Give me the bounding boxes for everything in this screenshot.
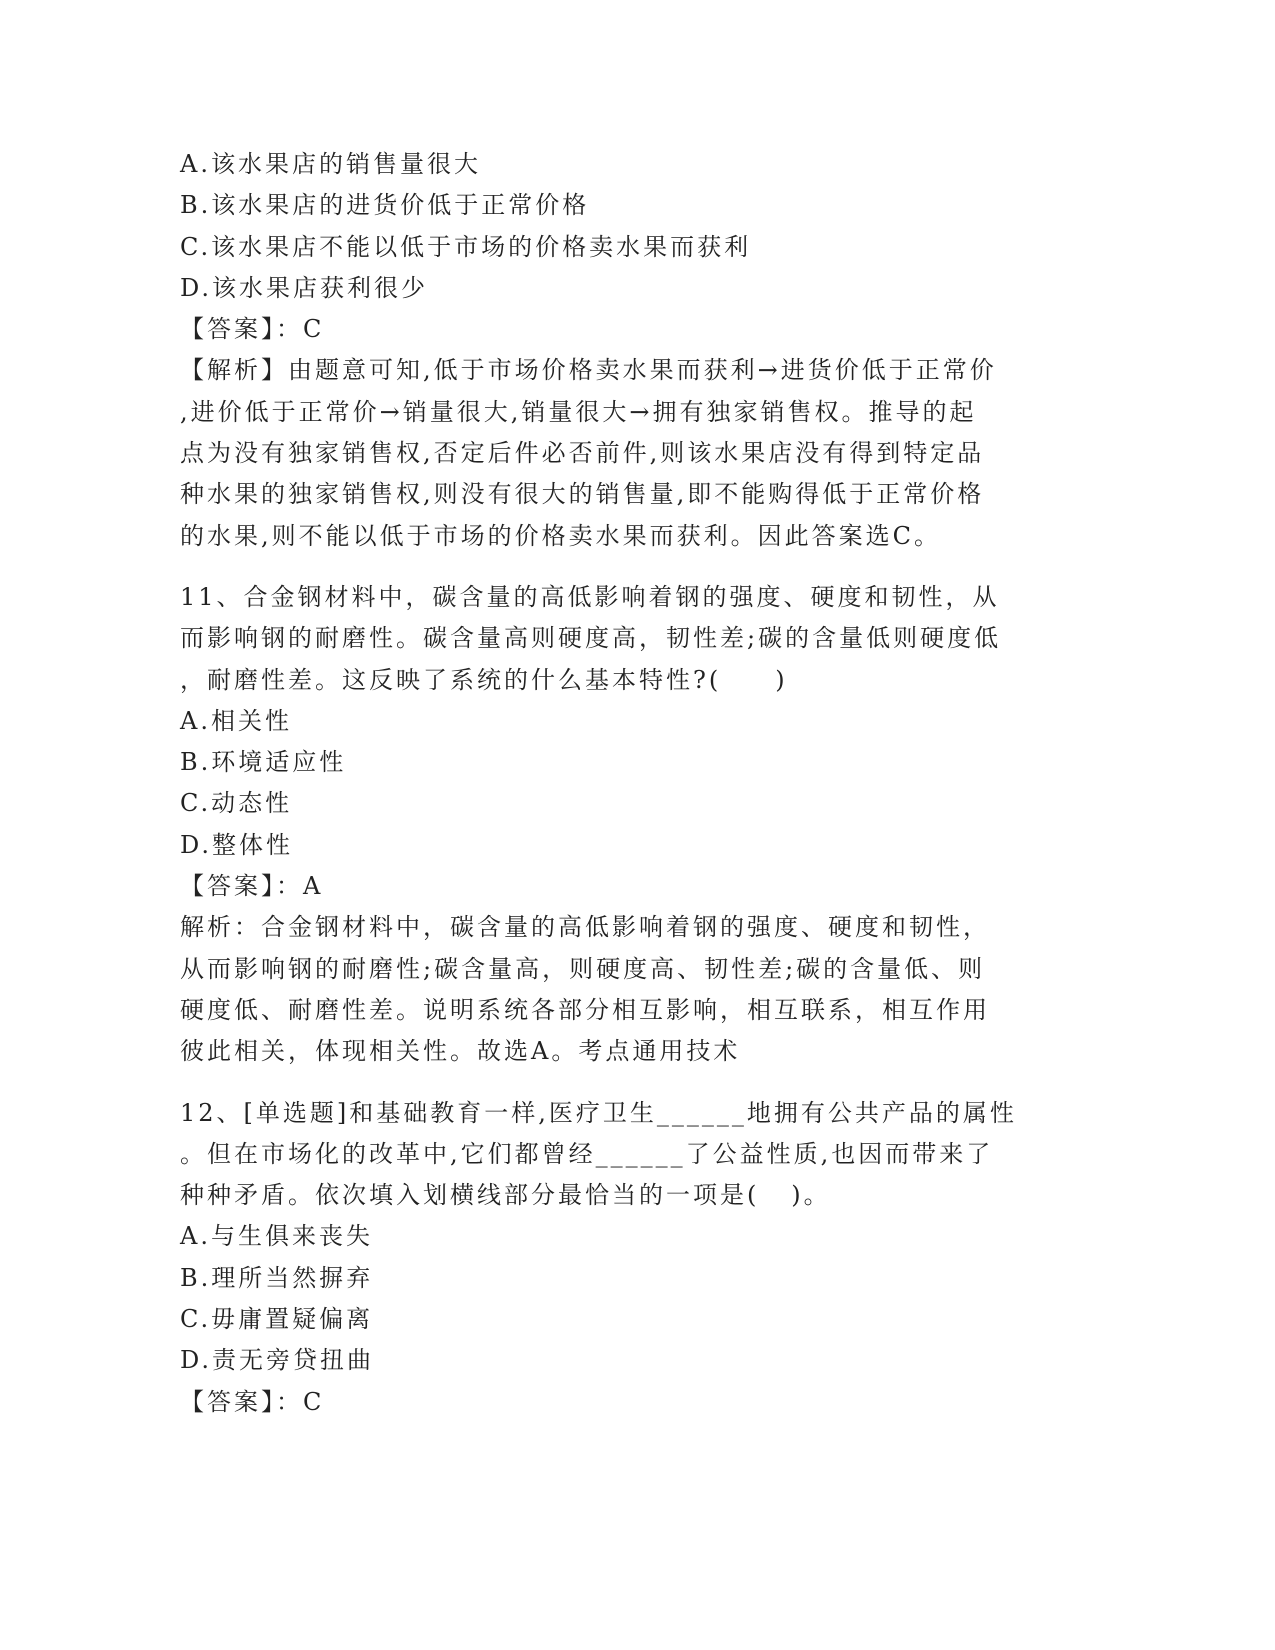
- question-line: 种种矛盾。依次填入划横线部分最恰当的一项是( )。: [180, 1181, 831, 1210]
- option-list: [180, 144, 1240, 309]
- analysis-line: 彼此相关，体现相关性。故选A。考点通用技术: [180, 1037, 741, 1066]
- analysis-line: ,进价低于正常价→销量很大,销量很大→拥有独家销售权。推导的起: [180, 397, 977, 426]
- answer-line: 【答案】：C: [180, 1387, 325, 1416]
- analysis-line: 点为没有独家销售权,否定后件必否前件,则该水果店没有得到特定品: [180, 439, 985, 468]
- option-d: D.该水果店获利很少: [180, 273, 429, 302]
- analysis-block: [180, 907, 1240, 1072]
- analysis-block: [180, 350, 1240, 556]
- question-line: 11、合金钢材料中，碳含量的高低影响着钢的强度、硬度和韧性，从: [180, 582, 1000, 611]
- option-a: A.相关性: [180, 706, 292, 735]
- option-list: [180, 1216, 1240, 1381]
- answer-line: 【答案】：A: [180, 872, 324, 901]
- option-a: A.与生俱来丧失: [180, 1222, 373, 1251]
- document-page: [180, 144, 1240, 1423]
- question-stem: [180, 577, 1240, 701]
- option-b: B.环境适应性: [180, 748, 347, 777]
- analysis-line: 硬度低、耐磨性差。说明系统各部分相互影响，相互联系，相互作用: [180, 995, 990, 1024]
- option-b: B.该水果店的进货价低于正常价格: [180, 191, 590, 220]
- analysis-line: 解析：合金钢材料中，碳含量的高低影响着钢的强度、硬度和韧性，: [180, 913, 990, 942]
- question-10-continued: [180, 144, 1240, 557]
- analysis-line: 【解析】由题意可知,低于市场价格卖水果而获利→进货价低于正常价: [180, 356, 997, 385]
- question-stem: [180, 1093, 1240, 1217]
- answer-line: 【答案】：C: [180, 315, 325, 344]
- question-line: 。但在市场化的改革中,它们都曾经______了公益性质,也因而带来了: [180, 1139, 994, 1168]
- option-list: [180, 701, 1240, 866]
- analysis-line: 的水果,则不能以低于市场的价格卖水果而获利。因此答案选C。: [180, 521, 941, 550]
- option-c: C.该水果店不能以低于市场的价格卖水果而获利: [180, 232, 752, 261]
- analysis-line: 种水果的独家销售权,则没有很大的销售量,即不能购得低于正常价格: [180, 480, 985, 509]
- question-line: 12、[单选题]和基础教育一样,医疗卫生______地拥有公共产品的属性: [180, 1098, 1017, 1127]
- option-b: B.理所当然摒弃: [180, 1263, 374, 1292]
- question-line: 而影响钢的耐磨性。碳含量高则硬度高，韧性差;碳的含量低则硬度低: [180, 624, 1002, 653]
- analysis-line: 从而影响钢的耐磨性;碳含量高，则硬度高、韧性差;碳的含量低、则: [180, 954, 986, 983]
- option-c: C.动态性: [180, 789, 293, 818]
- question-11: [180, 577, 1240, 1073]
- option-a: A.该水果店的销售量很大: [180, 150, 481, 178]
- option-d: D.责无旁贷扭曲: [180, 1346, 375, 1375]
- question-12: [180, 1093, 1240, 1423]
- question-line: ，耐磨性差。这反映了系统的什么基本特性?( ): [180, 665, 788, 694]
- option-d: D.整体性: [180, 830, 294, 859]
- option-c: C.毋庸置疑偏离: [180, 1305, 374, 1334]
